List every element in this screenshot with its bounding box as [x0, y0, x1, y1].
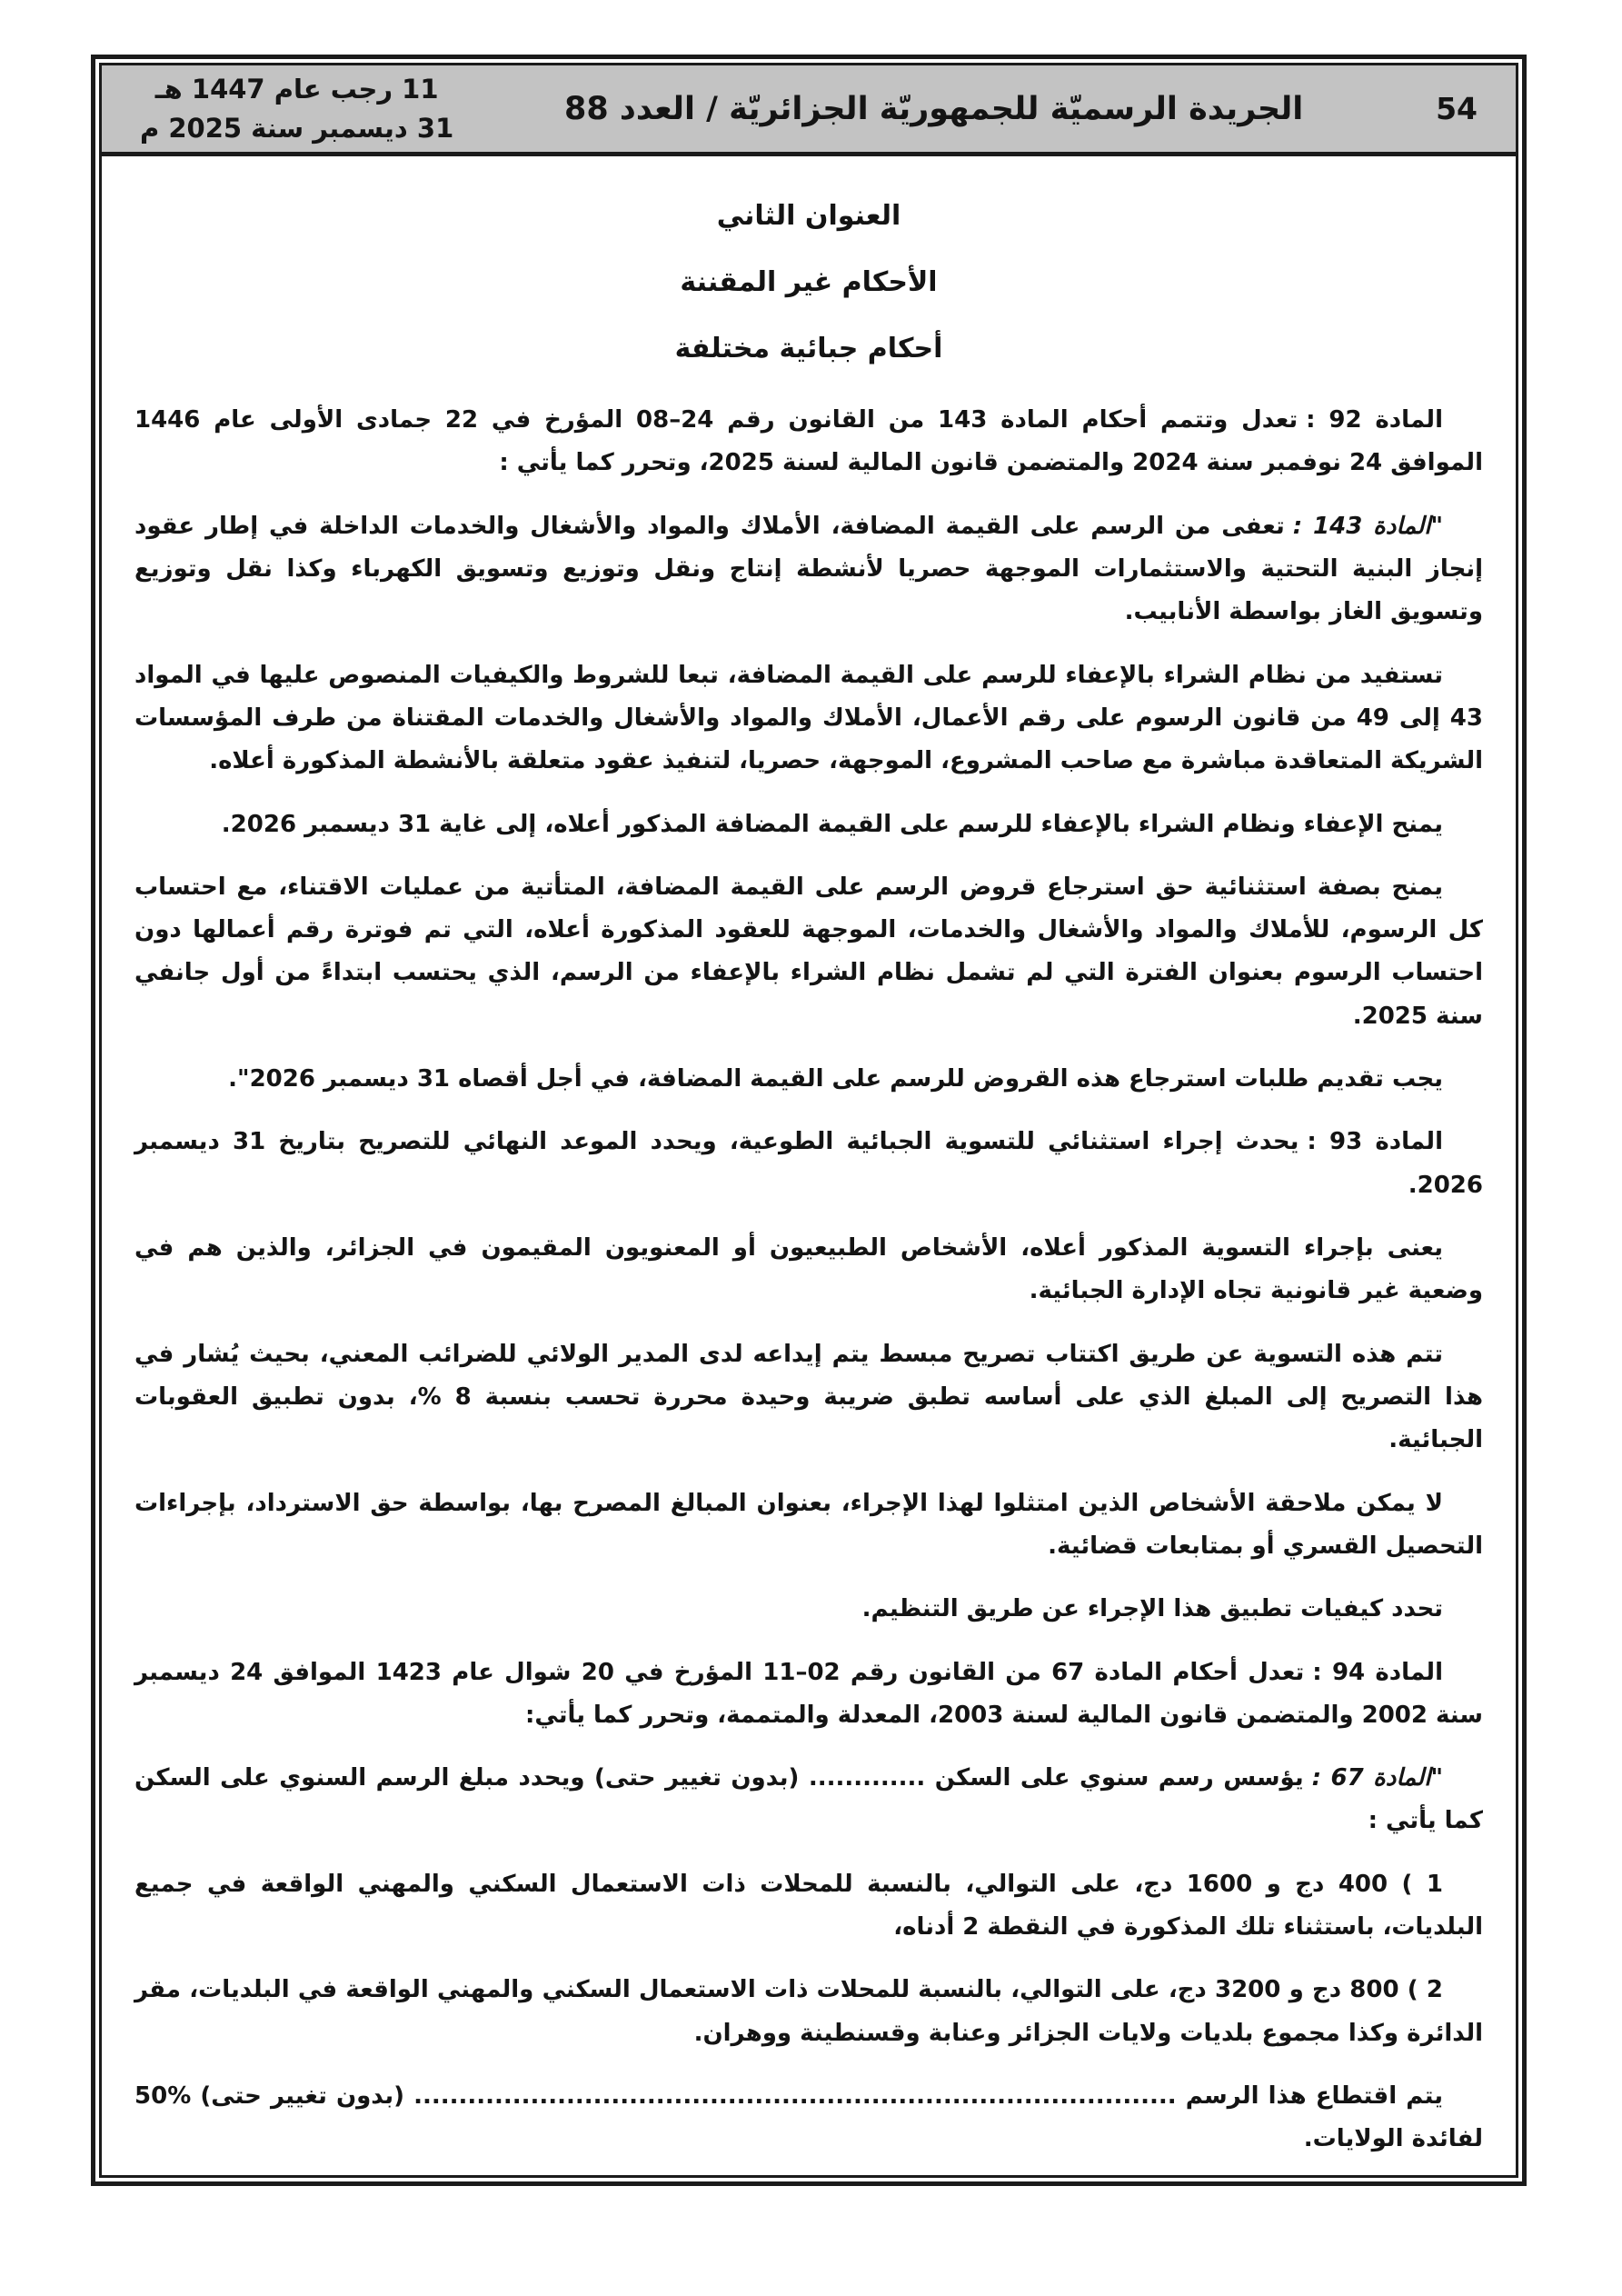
list-item-1: 1 ) 400 دج و 1600 دج، على التوالي، بالنسبة للمحلات ذات الاستعمال السكني والمهني الواقعة في جميع البلديات، باستثناء تلك المذكورة في النقطة 2 أدناه،: [134, 1870, 1483, 1942]
article-93-label: المادة 93 :: [1307, 1128, 1443, 1156]
article-67-text: يؤسس رسم سنوي على السكن ............. (بدون تغيير حتى) ويحدد مبلغ الرسم السنوي على السكن كما يأتي :: [134, 1764, 1483, 1835]
paragraph: تستفيد من نظام الشراء بالإعفاء للرسم على القيمة المضافة، تبعا للشروط والكيفيات المنصوص عليها في المواد 43 إلى 49 من قانون الرسوم على رقم الأعمال، الأملاك والمواد والأشغال والخدمات المقتناة من طرف المؤسسات الشريكة المتعاقدة مباشرة مع صاحب المشروع، الموجهة، حصريا، لتنفيذ عقود متعلقة بالأنشطة المذكورة أعلاه.: [134, 661, 1483, 775]
article-94-paragraph: [134, 1652, 1483, 1738]
list-item-2: 2 ) 800 دج و 3200 دج، على التوالي، بالنسبة للمحلات ذات الاستعمال السكني والمهني الواقعة في البلديات، مقر الدائرة وكذا مجموع بلديات ولايات الجزائر وعنابة وقسنطينة ووهران.: [134, 1976, 1483, 2047]
section-title-3: أحكام جبائية مختلفة: [674, 333, 943, 364]
article-92-text: تعدل وتتمم أحكام المادة 143 من القانون رقم 24–08 المؤرخ في 22 جمادى الأولى عام 1446 الموافق 24 نوفمبر سنة 2024 والمتضمن قانون المالية لسنة 2025، وتحرر كما يأتي :: [134, 406, 1483, 477]
section-title-2: الأحكام غير المقننة: [680, 266, 938, 298]
paragraph: تحدد كيفيات تطبيق هذا الإجراء عن طريق التنظيم.: [861, 1595, 1443, 1623]
paragraph: تتم هذه التسوية عن طريق اكتتاب تصريح مبسط يتم إيداعه لدى المدير الولائي للضرائب المعني، بحيث يُشار في هذا التصريح إلى المبلغ الذي على أساسه تطبق ضريبة وحيدة محررة تحسب بنسبة 8 %، بدون تطبيق العقوبات الجبائية.: [134, 1340, 1483, 1454]
quoted-article-143-paragraph: [134, 505, 1483, 634]
article-143-text: تعفى من الرسم على القيمة المضافة، الأملاك والمواد والأشغال والخدمات الداخلة في إطار عقود إنجاز البنية التحتية والاستثمارات الموجهة حصريا لأنشطة إنتاج ونقل وتوزيع وتسويق الكهرباء وكذا نقل وتوزيع وتسويق الغاز بواسطة الأنابيب.: [134, 512, 1483, 626]
paragraph: يعنى بإجراء التسوية المذكور أعلاه، الأشخاص الطبيعيون أو المعنويون المقيمون في الجزائر، والذين هم في وضعية غير قانونية تجاه الإدارة الجبائية.: [134, 1234, 1483, 1305]
issue-date-block: [140, 70, 453, 146]
article-143-label: "المادة 143 :: [1292, 512, 1444, 540]
article-92-paragraph: [134, 399, 1483, 485]
paragraph: يجب تقديم طلبات استرجاع هذه القروض للرسم على القيمة المضافة، في أجل أقصاه 31 ديسمبر 2026".: [228, 1065, 1443, 1093]
page-number: 54: [1436, 91, 1478, 126]
article-93-paragraph: [134, 1121, 1483, 1207]
article-92-label: المادة 92 :: [1306, 406, 1443, 434]
closing-paragraph: يتم اقتطاع هذا الرسم ..................................................................................... (بدون تغيير حتى) %50 لفائدة الولايات.: [134, 2082, 1483, 2153]
issue-date-gregorian: 31 ديسمبر سنة 2025 م: [140, 112, 454, 144]
document-body: [102, 156, 1516, 2175]
masthead: [102, 65, 1516, 156]
quoted-article-67-paragraph: [134, 1757, 1483, 1843]
section-title-1: العنوان الثاني: [716, 200, 901, 232]
journal-title: الجريدة الرسميّة للجمهوريّة الجزائريّة / العدد 88: [564, 90, 1304, 127]
paragraph: يمنح بصفة استثنائية حق استرجاع قروض الرسم على القيمة المضافة، المتأتية من عمليات الاقتناء، مع احتساب كل الرسوم، للأملاك والمواد والأشغال والخدمات، الموجهة للعقود المذكورة أعلاه، التي تم فوترة رقم أعمالها دون احتساب الرسوم بعنوان الفترة التي لم تشمل نظام الشراء بالإعفاء من الرسم، الذي يحتسب ابتداءً من أول جانفي سنة 2025.: [134, 873, 1483, 1030]
page-frame: [91, 55, 1527, 2186]
page-frame-inner: [99, 63, 1518, 2178]
article-67-label: "المادة 67 :: [1311, 1764, 1443, 1792]
paragraph: لا يمكن ملاحقة الأشخاص الذين امتثلوا لهذا الإجراء، بعنوان المبالغ المصرح بها، بواسطة حق الاسترداد، بإجراءات التحصيل القسري أو بمتابعات قضائية.: [134, 1489, 1483, 1560]
article-94-label: المادة 94 :: [1312, 1658, 1443, 1686]
paragraph: يمنح الإعفاء ونظام الشراء بالإعفاء للرسم على القيمة المضافة المذكور أعلاه، إلى غاية 31 ديسمبر 2026.: [221, 810, 1443, 838]
article-93-text: يحدث إجراء استثنائي للتسوية الجبائية الطوعية، ويحدد الموعد النهائي للتصريح بتاريخ 31 ديسمبر 2026.: [134, 1128, 1483, 1199]
issue-date-hijri: 11 رجب عام 1447 هـ: [154, 74, 439, 105]
article-94-text: تعدل أحكام المادة 67 من القانون رقم 02–11 المؤرخ في 20 شوال عام 1423 الموافق 24 ديسمبر سنة 2002 والمتضمن قانون المالية لسنة 2003، المعدلة والمتممة، وتحرر كما يأتي:: [134, 1658, 1483, 1729]
